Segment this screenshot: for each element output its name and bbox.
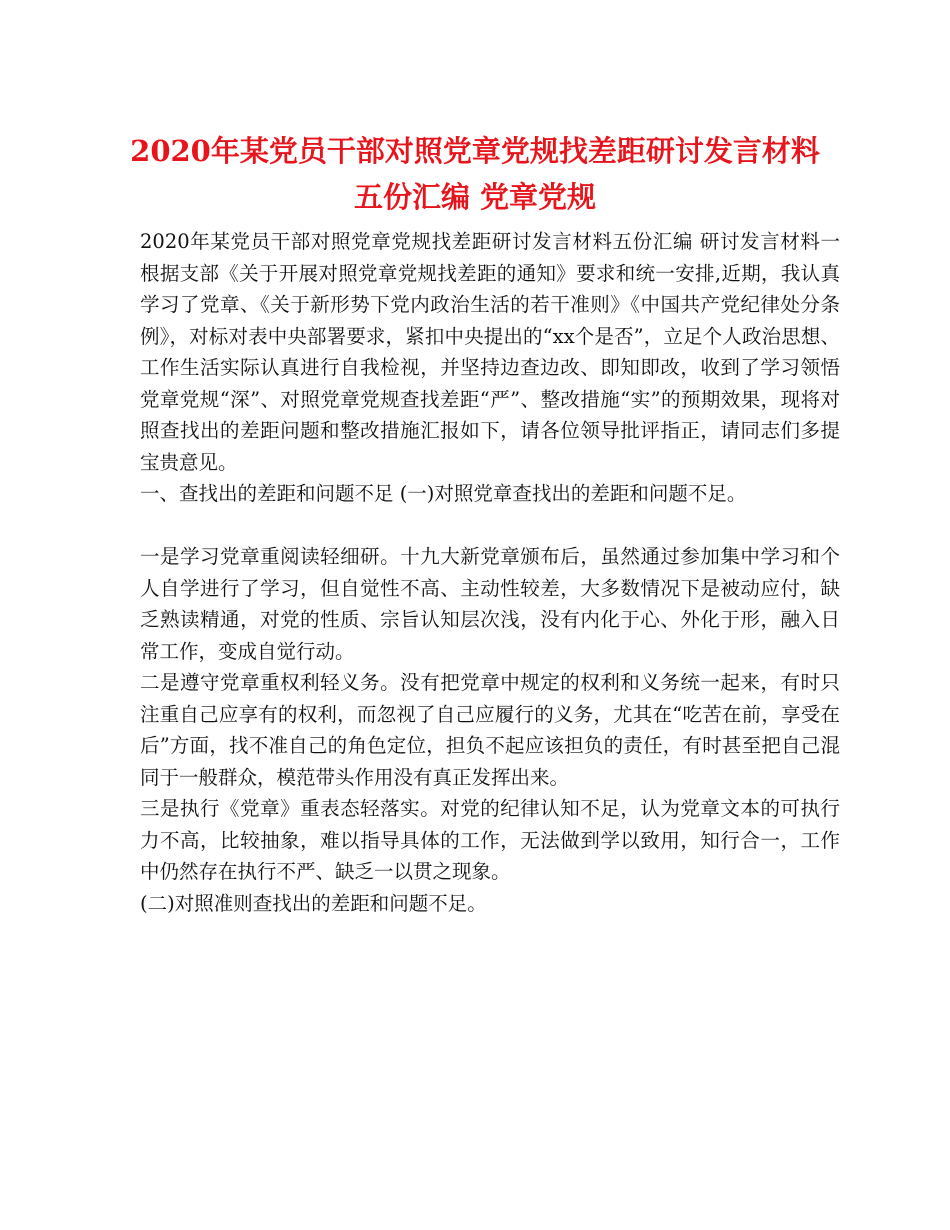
paragraph-gap	[140, 510, 840, 542]
title-line-1: 2020年某党员干部对照党章党规找差距研讨发言材料	[130, 134, 820, 168]
section-heading-1: 一、查找出的差距和问题不足 (一)对照党章查找出的差距和问题不足。	[140, 482, 747, 505]
section-heading-2: (二)对照准则查找出的差距和问题不足。	[140, 891, 487, 915]
point-paragraph-1: 一是学习党章重阅读轻细研。十九大新党章颁布后，虽然通过参加集中学习和个人自学进行了学习，但自觉性不高、主动性较差，大多数情况下是被动应付，缺乏熟读精通，对党的性质、宗旨认知层次浅，没有内化于心、外化于形，融入日常工作，变成自觉行动。	[140, 545, 840, 663]
document-body	[140, 226, 840, 919]
point-paragraph-2: 二是遵守党章重权利轻义务。没有把党章中规定的权利和义务统一起来，有时只注重自己应享有的权利，而忽视了自己应履行的义务，尤其在“吃苦在前，享受在后”方面，找不准自己的角色定位，担负不起应该担负的责任，有时甚至把自己混同于一般群众，模范带头作用没有真正发挥出来。	[140, 671, 840, 789]
document-title	[0, 128, 950, 220]
title-line-2: 五份汇编 党章党规	[353, 180, 597, 214]
intro-paragraph: 2020年某党员干部对照党章党规找差距研讨发言材料五份汇编 研讨发言材料一 根据支部《关于开展对照党章党规找差距的通知》要求和统一安排,近期，我认真学习了党章、《关于新形势下党内政治生活的若干准则》《中国共产党纪律处分条例》，对标对表中央部署要求，紧扣中央提出的“xx个是否”，立足个人政治思想、工作生活实际认真进行自我检视，并坚持边查边改、即知即改，收到了学习领悟党章党规“深”、对照党章党规查找差距“严”、整改措施“实”的预期效果，现将对照查找出的差距问题和整改措施汇报如下，请各位领导批评指正，请同志们多提宝贵意见。	[140, 230, 840, 474]
point-paragraph-3: 三是执行《党章》重表态轻落实。对党的纪律认知不足，认为党章文本的可执行力不高，比较抽象，难以指导具体的工作，无法做到学以致用，知行合一，工作中仍然存在执行不严、缺乏一以贯之现象。	[140, 797, 840, 883]
